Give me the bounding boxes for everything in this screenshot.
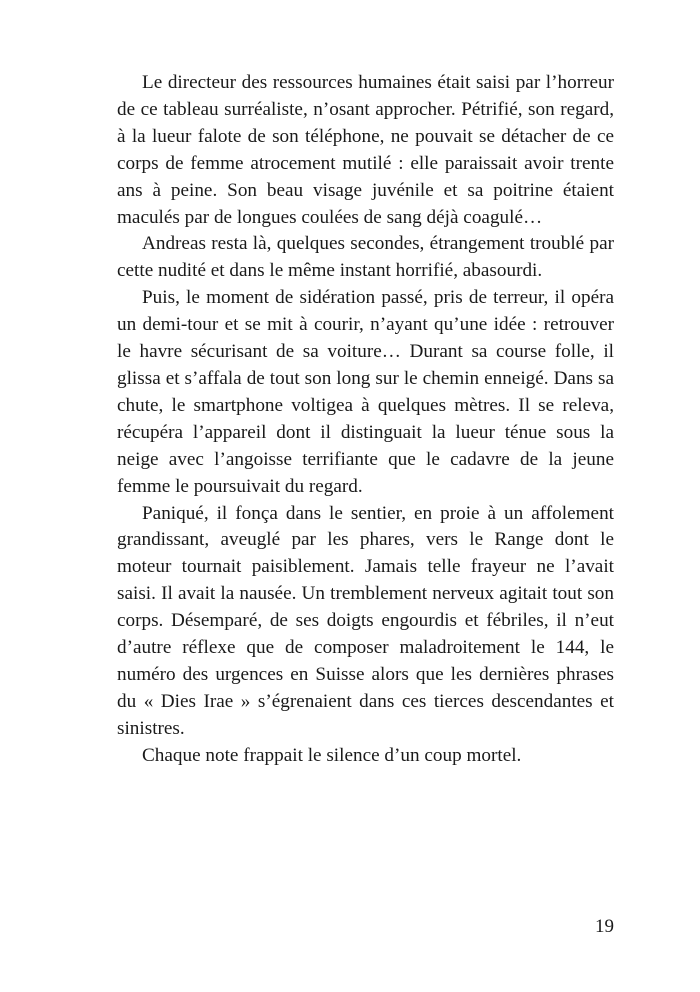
paragraph-5: Chaque note frappait le silence d’un coup mortel. xyxy=(142,744,522,766)
paragraph-4: Paniqué, il fonça dans le sentier, en proie à un affolement grandissant, aveuglé par les phares, vers le Range dont le moteur tournait paisiblement. Jamais telle frayeur ne l’avait saisi. Il avait la nausée. Un tremblement nerveux agitait tout son corps. Désemparé, de ses doigts engourdis et fébriles, il n’eut d’autre réflexe que de composer maladroitement le 144, le numéro des urgences en Suisse alors que les dernières phrases du « Dies Irae » s’égrenaient dans ces tierces descendantes et sinistres. xyxy=(117,502,614,739)
paragraph-3: Puis, le moment de sidération passé, pris de terreur, il opéra un demi-tour et se mit à courir, n’ayant qu’une idée : retrouver le havre sécurisant de sa voiture… Durant sa course folle, il glissa et s’affala de tout son long sur le chemin enneigé. Dans sa chute, le smartphone voltigea à quelques mètres. Il se releva, récupéra l’appareil dont il distinguait la lueur ténue sous la neige avec l’angoisse terrifiante que le cadavre de la jeune femme le poursuivait du regard. xyxy=(117,287,614,497)
paragraph-2: Andreas resta là, quelques secondes, étrangement troublé par cette nudité et dans le même instant horrifié, abasourdi. xyxy=(117,233,614,282)
paragraph-1: Le directeur des ressources humaines était saisi par l’horreur de ce tableau surréaliste, n’osant approcher. Pétrifié, son regard, à la lueur falote de son téléphone, ne pouvait se détacher de ce corps de femme atrocement mutilé : elle paraissait avoir trente ans à peine. Son beau visage juvénile et sa poitrine étaient maculés par de longues coulées de sang déjà coagulé… xyxy=(117,72,614,228)
page-number: 19 xyxy=(595,916,614,937)
body-text xyxy=(117,70,614,770)
